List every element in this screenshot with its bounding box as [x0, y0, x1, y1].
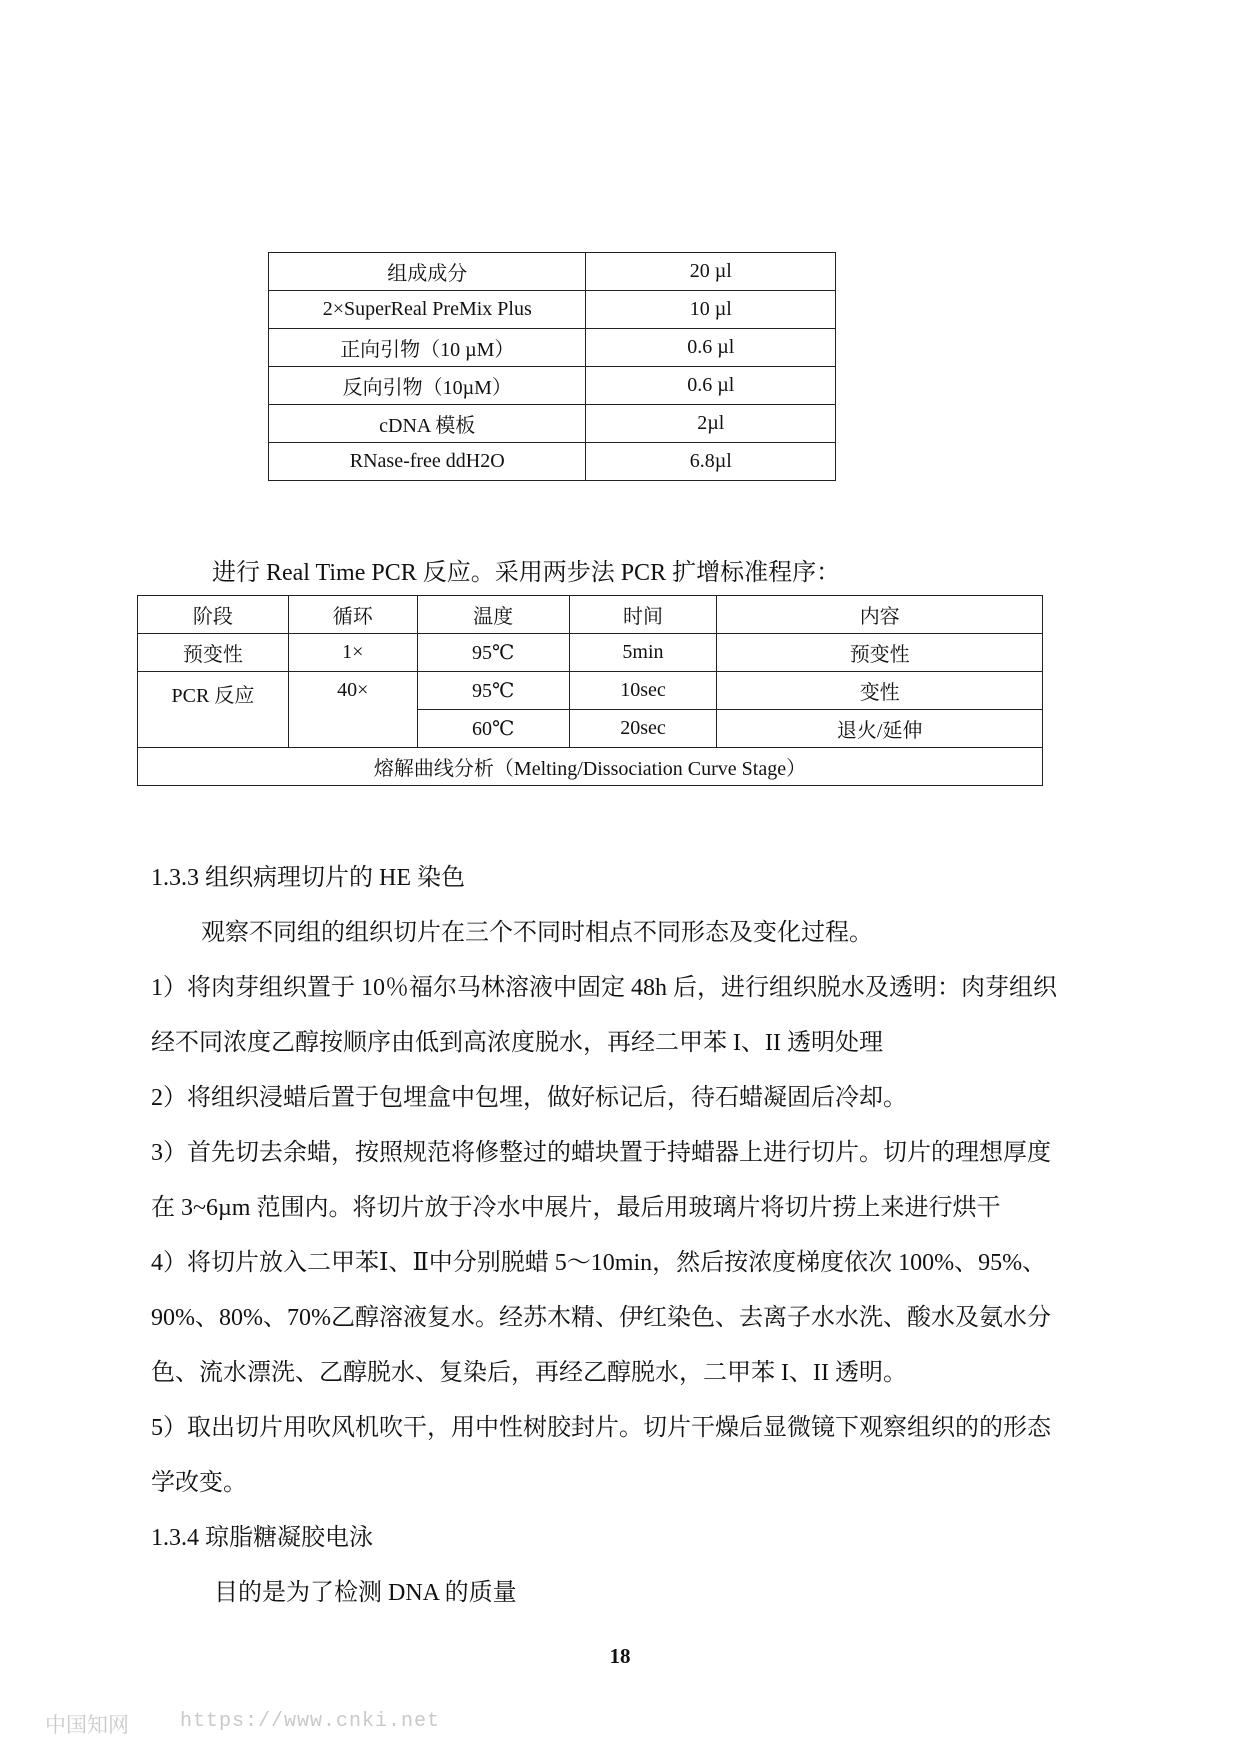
paragraph: 2）将组织浸蜡后置于包埋盒中包埋，做好标记后，待石蜡凝固后冷却。	[151, 1085, 907, 1111]
table-cell: 40×	[288, 672, 417, 748]
section-heading: 1.3.4 琼脂糖凝胶电泳	[151, 1525, 373, 1551]
paragraph: 色、流水漂洗、乙醇脱水、复染后，再经乙醇脱水，二甲苯 I、II 透明。	[151, 1360, 907, 1386]
paragraph: 1）将肉芽组织置于 10％福尔马林溶液中固定 48h 后，进行组织脱水及透明：肉芽组织	[151, 975, 1057, 1001]
table-cell: 60℃	[417, 710, 569, 748]
table-cell: RNase-free ddH2O	[269, 443, 586, 481]
pcr-program-table	[137, 595, 1043, 786]
table-cell: PCR 反应	[138, 672, 289, 748]
table-cell: 10 µl	[586, 291, 836, 329]
table-cell: 正向引物（10 µM）	[269, 329, 586, 367]
watermark-brand: 中国知网	[45, 1714, 129, 1737]
table-cell: 组成成分	[269, 253, 586, 291]
table-cell: 0.6 µl	[586, 367, 836, 405]
table-cell: 熔解曲线分析（Melting/Dissociation Curve Stage）	[138, 748, 1043, 786]
paragraph: 90%、80%、70%乙醇溶液复水。经苏木精、伊红染色、去离子水水洗、酸水及氨水分	[151, 1305, 1051, 1331]
table-row	[269, 405, 836, 443]
table-row	[138, 672, 1043, 710]
table-cell: 5min	[569, 634, 717, 672]
table-cell: 20 µl	[586, 253, 836, 291]
table-row	[269, 367, 836, 405]
column-header: 阶段	[138, 596, 289, 634]
pcr-intro-paragraph: 进行 Real Time PCR 反应。采用两步法 PCR 扩增标准程序：	[212, 560, 841, 586]
table-row	[269, 291, 836, 329]
table-cell: 预变性	[138, 634, 289, 672]
section-heading: 1.3.3 组织病理切片的 HE 染色	[151, 865, 465, 891]
reagent-table	[268, 252, 836, 481]
table-row	[269, 443, 836, 481]
column-header: 内容	[717, 596, 1043, 634]
table-row	[269, 329, 836, 367]
table-cell: 0.6 µl	[586, 329, 836, 367]
column-header: 温度	[417, 596, 569, 634]
table-row	[269, 253, 836, 291]
paragraph: 5）取出切片用吹风机吹干，用中性树胶封片。切片干燥后显微镜下观察组织的的形态	[151, 1415, 1051, 1441]
table-cell: 退火/延伸	[717, 710, 1043, 748]
table-cell: 95℃	[417, 672, 569, 710]
paragraph: 4）将切片放入二甲苯Ⅰ、Ⅱ中分别脱蜡 5～10min，然后按浓度梯度依次 100%、95%、	[151, 1250, 1047, 1276]
table-cell: 1×	[288, 634, 417, 672]
table-cell: 预变性	[717, 634, 1043, 672]
column-header: 循环	[288, 596, 417, 634]
table-cell: 20sec	[569, 710, 717, 748]
paragraph: 经不同浓度乙醇按顺序由低到高浓度脱水，再经二甲苯 I、II 透明处理	[151, 1030, 883, 1056]
table-header-row	[138, 596, 1043, 634]
paragraph: 目的是为了检测 DNA 的质量	[214, 1580, 517, 1606]
table-cell: 10sec	[569, 672, 717, 710]
table-cell: 反向引物（10µM）	[269, 367, 586, 405]
table-cell: 6.8µl	[586, 443, 836, 481]
page-number: 18	[609, 1644, 631, 1668]
column-header: 时间	[569, 596, 717, 634]
table-cell: 2µl	[586, 405, 836, 443]
table-cell: cDNA 模板	[269, 405, 586, 443]
paragraph: 学改变。	[151, 1470, 247, 1496]
paragraph: 在 3~6µm 范围内。将切片放于冷水中展片，最后用玻璃片将切片捞上来进行烘干	[151, 1195, 1001, 1221]
table-cell: 变性	[717, 672, 1043, 710]
paragraph: 3）首先切去余蜡，按照规范将修整过的蜡块置于持蜡器上进行切片。切片的理想厚度	[151, 1140, 1051, 1166]
table-cell: 95℃	[417, 634, 569, 672]
paragraph: 观察不同组的组织切片在三个不同时相点不同形态及变化过程。	[201, 920, 873, 946]
table-cell: 2×SuperReal PreMix Plus	[269, 291, 586, 329]
watermark-url: https://www.cnki.net	[180, 1710, 441, 1733]
table-row	[138, 748, 1043, 786]
table-row	[138, 634, 1043, 672]
